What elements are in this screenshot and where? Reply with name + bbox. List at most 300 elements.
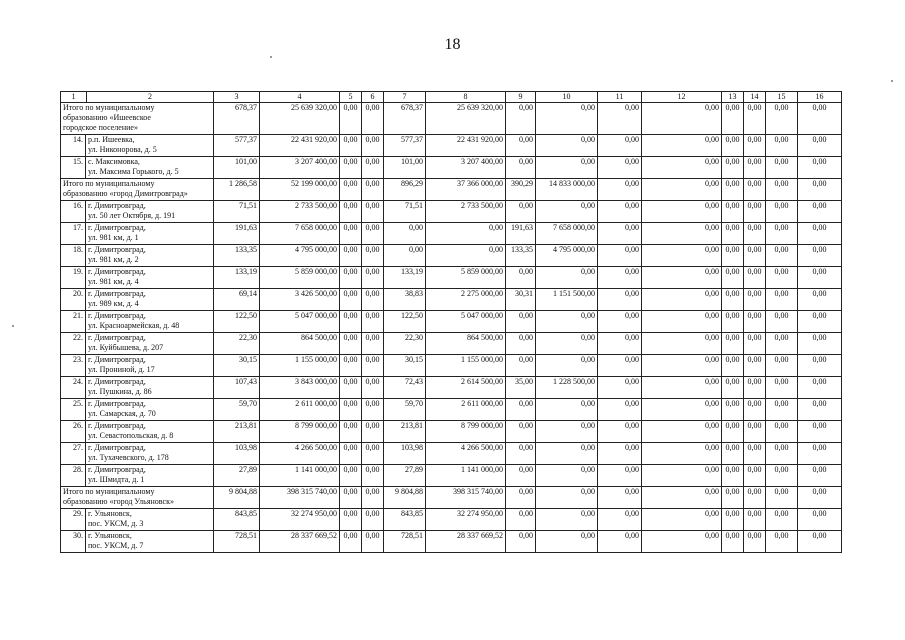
value-cell-col-14: 0,00 [744, 135, 766, 157]
value-cell-col-16: 0,00 [798, 377, 842, 399]
address-line: г. Димитровград, [88, 333, 146, 342]
value-cell-col-6: 0,00 [362, 399, 384, 421]
value-cell-col-8: 2 611 000,00 [426, 399, 506, 421]
value-cell-col-9: 0,00 [506, 465, 536, 487]
value-cell-col-7: 71,51 [384, 201, 426, 223]
municipality-total-label [61, 103, 214, 135]
value-cell-col-14: 0,00 [744, 103, 766, 135]
value-cell-col-4: 5 859 000,00 [260, 267, 340, 289]
value-cell-col-16: 0,00 [798, 509, 842, 531]
label-line: Итого по муниципальному [63, 487, 155, 496]
value-cell-col-8: 0,00 [426, 245, 506, 267]
row-index: 18. [61, 245, 86, 267]
address-cell [86, 355, 214, 377]
value-cell-col-7: 133,19 [384, 267, 426, 289]
value-cell-col-3: 71,51 [214, 201, 260, 223]
value-cell-col-15: 0,00 [766, 201, 798, 223]
value-cell-col-12: 0,00 [642, 377, 722, 399]
value-cell-col-5: 0,00 [340, 333, 362, 355]
address-line: ул. 981 км, д. 1 [88, 233, 139, 242]
row-index: 27. [61, 443, 86, 465]
address-line: ул. 50 лет Октября, д. 191 [88, 211, 176, 220]
value-cell-col-9: 0,00 [506, 531, 536, 553]
value-cell-col-3: 103,98 [214, 443, 260, 465]
table-row [61, 135, 842, 157]
value-cell-col-6: 0,00 [362, 179, 384, 201]
value-cell-col-11: 0,00 [598, 157, 642, 179]
column-number: 13 [722, 92, 744, 103]
value-cell-col-3: 1 286,58 [214, 179, 260, 201]
value-cell-col-12: 0,00 [642, 355, 722, 377]
value-cell-col-3: 27,89 [214, 465, 260, 487]
value-cell-col-14: 0,00 [744, 531, 766, 553]
value-cell-col-14: 0,00 [744, 223, 766, 245]
value-cell-col-7: 72,43 [384, 377, 426, 399]
value-cell-col-14: 0,00 [744, 157, 766, 179]
value-cell-col-4: 2 611 000,00 [260, 399, 340, 421]
address-line: ул. Севастопольская, д. 8 [88, 431, 174, 440]
value-cell-col-10: 0,00 [536, 355, 598, 377]
value-cell-col-10: 0,00 [536, 103, 598, 135]
table-body [61, 92, 842, 553]
value-cell-col-6: 0,00 [362, 103, 384, 135]
value-cell-col-9: 0,00 [506, 355, 536, 377]
value-cell-col-16: 0,00 [798, 223, 842, 245]
value-cell-col-7: 0,00 [384, 245, 426, 267]
value-cell-col-5: 0,00 [340, 355, 362, 377]
address-line: ул. Прониной, д. 17 [88, 365, 155, 374]
value-cell-col-6: 0,00 [362, 311, 384, 333]
value-cell-col-4: 3 426 500,00 [260, 289, 340, 311]
address-line: г. Димитровград, [88, 443, 146, 452]
value-cell-col-8: 4 266 500,00 [426, 443, 506, 465]
total-row [61, 487, 842, 509]
value-cell-col-13: 0,00 [722, 377, 744, 399]
value-cell-col-3: 30,15 [214, 355, 260, 377]
value-cell-col-8: 1 155 000,00 [426, 355, 506, 377]
value-cell-col-4: 28 337 669,52 [260, 531, 340, 553]
address-line: ул. Куйбышева, д. 207 [88, 343, 164, 352]
column-number: 10 [536, 92, 598, 103]
value-cell-col-14: 0,00 [744, 509, 766, 531]
table-row [61, 531, 842, 553]
value-cell-col-15: 0,00 [766, 157, 798, 179]
value-cell-col-16: 0,00 [798, 201, 842, 223]
value-cell-col-12: 0,00 [642, 289, 722, 311]
value-cell-col-3: 843,85 [214, 509, 260, 531]
address-line: г. Ульяновск, [88, 509, 132, 518]
address-line: ул. 981 км, д. 2 [88, 255, 139, 264]
value-cell-col-4: 7 658 000,00 [260, 223, 340, 245]
row-index: 26. [61, 421, 86, 443]
address-line: ул. Максима Горького, д. 5 [88, 167, 179, 176]
value-cell-col-10: 7 658 000,00 [536, 223, 598, 245]
address-line: пос. УКСМ, д. 3 [88, 519, 144, 528]
value-cell-col-13: 0,00 [722, 487, 744, 509]
address-cell [86, 157, 214, 179]
value-cell-col-13: 0,00 [722, 465, 744, 487]
municipality-total-label [61, 487, 214, 509]
value-cell-col-11: 0,00 [598, 487, 642, 509]
value-cell-col-15: 0,00 [766, 355, 798, 377]
value-cell-col-14: 0,00 [744, 289, 766, 311]
value-cell-col-11: 0,00 [598, 399, 642, 421]
value-cell-col-6: 0,00 [362, 465, 384, 487]
value-cell-col-5: 0,00 [340, 399, 362, 421]
row-index: 22. [61, 333, 86, 355]
column-number: 7 [384, 92, 426, 103]
value-cell-col-7: 59,70 [384, 399, 426, 421]
value-cell-col-9: 0,00 [506, 157, 536, 179]
column-number: 11 [598, 92, 642, 103]
label-line: городское поселение» [63, 123, 138, 132]
value-cell-col-11: 0,00 [598, 179, 642, 201]
address-cell [86, 201, 214, 223]
value-cell-col-15: 0,00 [766, 289, 798, 311]
scan-speck [270, 56, 272, 58]
scan-speck [12, 325, 14, 327]
value-cell-col-13: 0,00 [722, 289, 744, 311]
value-cell-col-8: 8 799 000,00 [426, 421, 506, 443]
value-cell-col-6: 0,00 [362, 333, 384, 355]
value-cell-col-4: 1 141 000,00 [260, 465, 340, 487]
address-line: ул. Никонорова, д. 5 [88, 145, 157, 154]
value-cell-col-5: 0,00 [340, 289, 362, 311]
value-cell-col-16: 0,00 [798, 487, 842, 509]
value-cell-col-11: 0,00 [598, 267, 642, 289]
label-line: Итого по муниципальному [63, 179, 155, 188]
value-cell-col-6: 0,00 [362, 289, 384, 311]
value-cell-col-7: 30,15 [384, 355, 426, 377]
value-cell-col-11: 0,00 [598, 421, 642, 443]
row-index: 14. [61, 135, 86, 157]
row-index: 28. [61, 465, 86, 487]
table-row [61, 421, 842, 443]
value-cell-col-3: 101,00 [214, 157, 260, 179]
address-cell [86, 267, 214, 289]
value-cell-col-9: 0,00 [506, 487, 536, 509]
value-cell-col-15: 0,00 [766, 377, 798, 399]
value-cell-col-9: 0,00 [506, 311, 536, 333]
value-cell-col-8: 2 733 500,00 [426, 201, 506, 223]
value-cell-col-13: 0,00 [722, 103, 744, 135]
value-cell-col-8: 1 141 000,00 [426, 465, 506, 487]
value-cell-col-14: 0,00 [744, 245, 766, 267]
value-cell-col-14: 0,00 [744, 201, 766, 223]
value-cell-col-10: 0,00 [536, 509, 598, 531]
value-cell-col-12: 0,00 [642, 245, 722, 267]
value-cell-col-6: 0,00 [362, 223, 384, 245]
value-cell-col-5: 0,00 [340, 201, 362, 223]
page-number: 18 [444, 36, 461, 53]
address-cell [86, 135, 214, 157]
value-cell-col-3: 133,19 [214, 267, 260, 289]
value-cell-col-9: 0,00 [506, 333, 536, 355]
value-cell-col-5: 0,00 [340, 531, 362, 553]
value-cell-col-15: 0,00 [766, 333, 798, 355]
value-cell-col-8: 398 315 740,00 [426, 487, 506, 509]
value-cell-col-10: 0,00 [536, 443, 598, 465]
value-cell-col-4: 4 266 500,00 [260, 443, 340, 465]
value-cell-col-4: 3 207 400,00 [260, 157, 340, 179]
value-cell-col-8: 0,00 [426, 223, 506, 245]
row-index: 30. [61, 531, 86, 553]
value-cell-col-16: 0,00 [798, 289, 842, 311]
value-cell-col-5: 0,00 [340, 267, 362, 289]
column-number: 15 [766, 92, 798, 103]
address-line: пос. УКСМ, д. 7 [88, 541, 144, 550]
value-cell-col-6: 0,00 [362, 531, 384, 553]
value-cell-col-16: 0,00 [798, 333, 842, 355]
value-cell-col-4: 2 733 500,00 [260, 201, 340, 223]
value-cell-col-12: 0,00 [642, 399, 722, 421]
value-cell-col-11: 0,00 [598, 377, 642, 399]
housing-data-table [60, 91, 842, 553]
value-cell-col-3: 107,43 [214, 377, 260, 399]
column-number: 2 [148, 92, 152, 101]
table-row [61, 289, 842, 311]
value-cell-col-16: 0,00 [798, 311, 842, 333]
table-row [61, 201, 842, 223]
value-cell-col-15: 0,00 [766, 103, 798, 135]
value-cell-col-13: 0,00 [722, 531, 744, 553]
value-cell-col-12: 0,00 [642, 421, 722, 443]
value-cell-col-4: 8 799 000,00 [260, 421, 340, 443]
value-cell-col-10: 0,00 [536, 465, 598, 487]
total-row [61, 179, 842, 201]
address-line: ул. Самарская, д. 70 [88, 409, 156, 418]
value-cell-col-4: 864 500,00 [260, 333, 340, 355]
value-cell-col-3: 122,50 [214, 311, 260, 333]
address-cell [86, 245, 214, 267]
value-cell-col-13: 0,00 [722, 223, 744, 245]
value-cell-col-5: 0,00 [340, 509, 362, 531]
value-cell-col-9: 35,00 [506, 377, 536, 399]
value-cell-col-7: 101,00 [384, 157, 426, 179]
value-cell-col-11: 0,00 [598, 509, 642, 531]
value-cell-col-6: 0,00 [362, 267, 384, 289]
address-line: г. Димитровград, [88, 399, 146, 408]
value-cell-col-13: 0,00 [722, 157, 744, 179]
value-cell-col-6: 0,00 [362, 443, 384, 465]
address-line: г. Димитровград, [88, 465, 146, 474]
table-row [61, 267, 842, 289]
value-cell-col-12: 0,00 [642, 487, 722, 509]
value-cell-col-8: 28 337 669,52 [426, 531, 506, 553]
value-cell-col-13: 0,00 [722, 179, 744, 201]
value-cell-col-16: 0,00 [798, 179, 842, 201]
value-cell-col-5: 0,00 [340, 311, 362, 333]
value-cell-col-5: 0,00 [340, 157, 362, 179]
value-cell-col-13: 0,00 [722, 267, 744, 289]
value-cell-col-9: 191,63 [506, 223, 536, 245]
value-cell-col-10: 0,00 [536, 267, 598, 289]
municipality-total-label [61, 179, 214, 201]
value-cell-col-8: 2 275 000,00 [426, 289, 506, 311]
row-index: 16. [61, 201, 86, 223]
value-cell-col-15: 0,00 [766, 509, 798, 531]
value-cell-col-3: 133,35 [214, 245, 260, 267]
value-cell-col-15: 0,00 [766, 267, 798, 289]
address-cell [86, 223, 214, 245]
row-index: 20. [61, 289, 86, 311]
address-line: с. Максимовка, [88, 157, 140, 166]
value-cell-col-12: 0,00 [642, 201, 722, 223]
value-cell-col-12: 0,00 [642, 267, 722, 289]
address-cell [86, 289, 214, 311]
value-cell-col-9: 30,31 [506, 289, 536, 311]
value-cell-col-13: 0,00 [722, 201, 744, 223]
table-row [61, 377, 842, 399]
value-cell-col-16: 0,00 [798, 421, 842, 443]
value-cell-col-6: 0,00 [362, 487, 384, 509]
value-cell-col-16: 0,00 [798, 355, 842, 377]
address-line: г. Димитровград, [88, 421, 146, 430]
value-cell-col-16: 0,00 [798, 399, 842, 421]
value-cell-col-11: 0,00 [598, 201, 642, 223]
value-cell-col-10: 0,00 [536, 531, 598, 553]
value-cell-col-4: 398 315 740,00 [260, 487, 340, 509]
value-cell-col-9: 0,00 [506, 399, 536, 421]
value-cell-col-14: 0,00 [744, 179, 766, 201]
value-cell-col-4: 1 155 000,00 [260, 355, 340, 377]
value-cell-col-4: 25 639 320,00 [260, 103, 340, 135]
row-index: 24. [61, 377, 86, 399]
value-cell-col-11: 0,00 [598, 135, 642, 157]
value-cell-col-10: 0,00 [536, 135, 598, 157]
value-cell-col-14: 0,00 [744, 377, 766, 399]
value-cell-col-4: 52 199 000,00 [260, 179, 340, 201]
value-cell-col-6: 0,00 [362, 245, 384, 267]
value-cell-col-5: 0,00 [340, 245, 362, 267]
value-cell-col-14: 0,00 [744, 421, 766, 443]
address-line: ул. Пушкина, д. 86 [88, 387, 152, 396]
table-row [61, 399, 842, 421]
value-cell-col-11: 0,00 [598, 333, 642, 355]
value-cell-col-15: 0,00 [766, 135, 798, 157]
value-cell-col-5: 0,00 [340, 465, 362, 487]
table-row [61, 157, 842, 179]
column-number: 16 [798, 92, 842, 103]
value-cell-col-13: 0,00 [722, 135, 744, 157]
value-cell-col-8: 2 614 500,00 [426, 377, 506, 399]
value-cell-col-3: 69,14 [214, 289, 260, 311]
value-cell-col-12: 0,00 [642, 179, 722, 201]
label-line: Итого по муниципальному [63, 103, 155, 112]
address-line: г. Димитровград, [88, 355, 146, 364]
value-cell-col-15: 0,00 [766, 443, 798, 465]
value-cell-col-15: 0,00 [766, 399, 798, 421]
value-cell-col-16: 0,00 [798, 157, 842, 179]
value-cell-col-16: 0,00 [798, 531, 842, 553]
address-line: г. Димитровград, [88, 267, 146, 276]
value-cell-col-13: 0,00 [722, 421, 744, 443]
value-cell-col-7: 843,85 [384, 509, 426, 531]
value-cell-col-16: 0,00 [798, 135, 842, 157]
column-number: 3 [214, 92, 260, 103]
value-cell-col-13: 0,00 [722, 333, 744, 355]
value-cell-col-12: 0,00 [642, 443, 722, 465]
value-cell-col-10: 0,00 [536, 399, 598, 421]
value-cell-col-14: 0,00 [744, 311, 766, 333]
address-line: ул. 989 км, д. 4 [88, 299, 139, 308]
address-cell [86, 421, 214, 443]
value-cell-col-5: 0,00 [340, 421, 362, 443]
value-cell-col-3: 728,51 [214, 531, 260, 553]
value-cell-col-12: 0,00 [642, 135, 722, 157]
table-row [61, 465, 842, 487]
value-cell-col-5: 0,00 [340, 377, 362, 399]
value-cell-col-6: 0,00 [362, 421, 384, 443]
table-row [61, 333, 842, 355]
value-cell-col-4: 3 843 000,00 [260, 377, 340, 399]
value-cell-col-14: 0,00 [744, 399, 766, 421]
address-line: г. Димитровград, [88, 289, 146, 298]
value-cell-col-12: 0,00 [642, 465, 722, 487]
table-row [61, 245, 842, 267]
value-cell-col-7: 22,30 [384, 333, 426, 355]
column-number: 5 [340, 92, 362, 103]
value-cell-col-9: 0,00 [506, 443, 536, 465]
value-cell-col-16: 0,00 [798, 465, 842, 487]
value-cell-col-10: 0,00 [536, 487, 598, 509]
value-cell-col-6: 0,00 [362, 135, 384, 157]
address-line: г. Димитровград, [88, 245, 146, 254]
value-cell-col-8: 5 859 000,00 [426, 267, 506, 289]
total-row [61, 103, 842, 135]
value-cell-col-7: 0,00 [384, 223, 426, 245]
value-cell-col-11: 0,00 [598, 355, 642, 377]
address-cell [86, 465, 214, 487]
row-index: 21. [61, 311, 86, 333]
value-cell-col-7: 122,50 [384, 311, 426, 333]
value-cell-col-7: 577,37 [384, 135, 426, 157]
value-cell-col-13: 0,00 [722, 245, 744, 267]
value-cell-col-8: 3 207 400,00 [426, 157, 506, 179]
value-cell-col-8: 22 431 920,00 [426, 135, 506, 157]
table-row [61, 509, 842, 531]
value-cell-col-10: 1 228 500,00 [536, 377, 598, 399]
value-cell-col-12: 0,00 [642, 509, 722, 531]
value-cell-col-9: 0,00 [506, 267, 536, 289]
column-number: 14 [744, 92, 766, 103]
value-cell-col-9: 0,00 [506, 103, 536, 135]
address-line: ул. Тухачевского, д. 178 [88, 453, 169, 462]
value-cell-col-14: 0,00 [744, 443, 766, 465]
value-cell-col-3: 22,30 [214, 333, 260, 355]
value-cell-col-6: 0,00 [362, 157, 384, 179]
value-cell-col-15: 0,00 [766, 421, 798, 443]
address-line: ул. 981 км, д. 4 [88, 277, 139, 286]
scan-speck [891, 80, 893, 82]
value-cell-col-5: 0,00 [340, 487, 362, 509]
address-cell [86, 399, 214, 421]
value-cell-col-13: 0,00 [722, 509, 744, 531]
table-row [61, 355, 842, 377]
value-cell-col-9: 133,35 [506, 245, 536, 267]
address-line: г. Ульяновск, [88, 531, 132, 540]
value-cell-col-14: 0,00 [744, 465, 766, 487]
value-cell-col-3: 678,37 [214, 103, 260, 135]
column-number: 9 [506, 92, 536, 103]
value-cell-col-5: 0,00 [340, 443, 362, 465]
value-cell-col-7: 678,37 [384, 103, 426, 135]
value-cell-col-15: 0,00 [766, 179, 798, 201]
address-cell [86, 509, 214, 531]
value-cell-col-11: 0,00 [598, 223, 642, 245]
value-cell-col-3: 213,81 [214, 421, 260, 443]
value-cell-col-7: 213,81 [384, 421, 426, 443]
